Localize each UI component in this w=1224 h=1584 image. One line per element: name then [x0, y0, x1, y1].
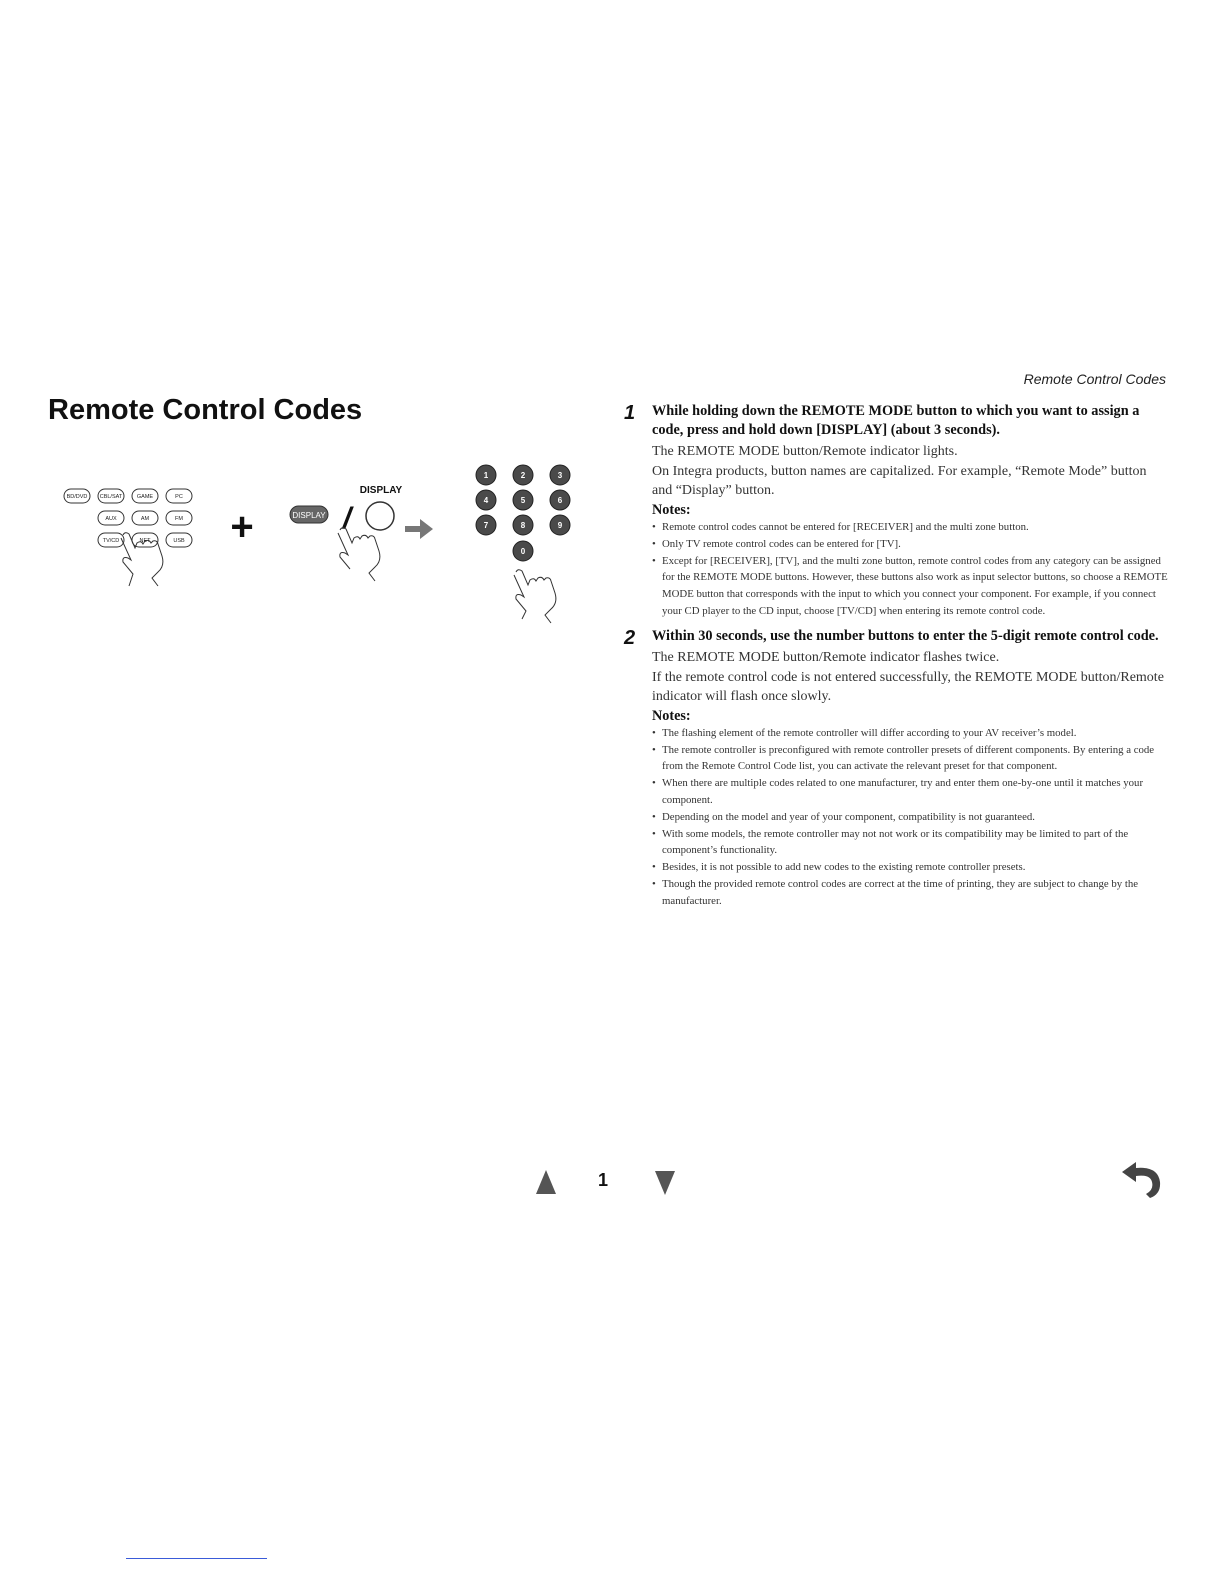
- note-item: • With some models, the remote controller may not not work or its compatibility may be limited to part of the component’s functionality.: [652, 826, 1168, 860]
- step-number: 1: [624, 402, 636, 424]
- display-button-label: DISPLAY: [292, 511, 326, 520]
- number-key-label: 4: [483, 496, 489, 505]
- input-selector-buttons: [64, 489, 192, 547]
- footer-link-underline: [126, 1558, 267, 1559]
- note-item: • Besides, it is not possible to add new codes to the existing remote controller presets.: [652, 859, 1168, 876]
- display-circle-button: [366, 502, 394, 530]
- separator-slash: /: [342, 502, 352, 535]
- step-body: The REMOTE MODE button/Remote indicator lights.: [652, 444, 958, 459]
- arrow-right-icon: [405, 519, 433, 539]
- note-item: • Though the provided remote control codes are correct at the time of printing, they are subject to change by the manufacturer.: [652, 876, 1168, 910]
- input-button-label: AM: [140, 516, 150, 522]
- number-pad: [476, 465, 570, 561]
- back-icon[interactable]: [1118, 1160, 1166, 1200]
- plus-sign: +: [230, 505, 254, 549]
- notes-label: Notes:: [652, 502, 691, 518]
- input-button-label: TV/CD: [102, 538, 120, 544]
- page-title: Remote Control Codes: [48, 394, 363, 426]
- number-key-label: 9: [557, 521, 563, 530]
- note-item: • Remote control codes cannot be entered for [RECEIVER] and the multi zone button.: [652, 519, 1168, 536]
- note-item: • Only TV remote control codes can be entered for [TV].: [652, 536, 1168, 553]
- running-header: Remote Control Codes: [1023, 371, 1166, 387]
- input-button-label: AUX: [105, 516, 117, 522]
- number-key-label: 8: [520, 521, 526, 530]
- input-button-label: NET: [139, 538, 151, 544]
- number-key-label: 6: [557, 496, 563, 505]
- note-item: • The remote controller is preconfigured with remote controller presets of different components. By entering a code from the Remote Control Code list, you can activate the relevant preset for that component.: [652, 742, 1168, 776]
- step-heading: Within 30 seconds, use the number buttons to enter the 5-digit remote control code.: [652, 627, 1159, 644]
- display-label: DISPLAY: [359, 485, 403, 496]
- note-item: • When there are multiple codes related to one manufacturer, try and enter them one-by-one until it matches your component.: [652, 775, 1168, 809]
- step-2: [622, 627, 1168, 910]
- note-item: • Except for [RECEIVER], [TV], and the multi zone button, remote control codes from any category can be assigned for the REMOTE MODE buttons. However, these buttons also work as input selector buttons, so choose a REMOTE MODE button that corresponds with the input to which you connect your component. For example, if you connect your CD player to the CD input, choose [TV/CD] when entering its remote control code.: [652, 553, 1168, 620]
- notes-list: [652, 519, 1168, 620]
- hand-pointer-icon: [514, 570, 556, 623]
- number-key-label: 7: [483, 521, 489, 530]
- input-button-label: FM: [175, 516, 183, 522]
- number-key-label: 3: [557, 471, 563, 480]
- remote-illustration: [55, 460, 595, 635]
- next-page-icon[interactable]: [655, 1171, 675, 1195]
- instructions: [622, 402, 1168, 910]
- note-item: • The flashing element of the remote controller will differ according to your AV receiver’s model.: [652, 725, 1168, 742]
- number-key-label: 5: [520, 496, 526, 505]
- notes-list: [652, 725, 1168, 910]
- hand-pointer-icon: [338, 528, 380, 581]
- step-body: The REMOTE MODE button/Remote indicator flashes twice.: [652, 649, 1000, 665]
- input-button-label: USB: [173, 538, 185, 544]
- page-number: 1: [598, 1170, 609, 1190]
- step-body: On Integra products, button names are capitalized. For example, “Remote Mode” button and “Display” button.: [652, 464, 1147, 498]
- step-1: [622, 402, 1168, 620]
- input-button-label: CBL/SAT: [99, 494, 123, 500]
- number-key-label: 2: [520, 471, 526, 480]
- number-key-label: 0: [520, 547, 526, 556]
- number-key-label: 1: [483, 471, 489, 480]
- input-button-label: GAME: [136, 494, 154, 500]
- step-body: If the remote control code is not entered successfully, the REMOTE MODE button/Remote indicator will flash once slowly.: [652, 669, 1164, 704]
- step-heading: While holding down the REMOTE MODE button to which you want to assign a code, press and hold down [DISPLAY] (about 3 seconds).: [652, 403, 1140, 438]
- input-button-label: PC: [175, 494, 183, 500]
- input-button-label: BD/DVD: [66, 494, 88, 500]
- notes-label: Notes:: [652, 707, 691, 724]
- note-item: • Depending on the model and year of your component, compatibility is not guaranteed.: [652, 809, 1168, 826]
- step-number: 2: [624, 626, 636, 649]
- previous-page-icon[interactable]: [536, 1170, 556, 1194]
